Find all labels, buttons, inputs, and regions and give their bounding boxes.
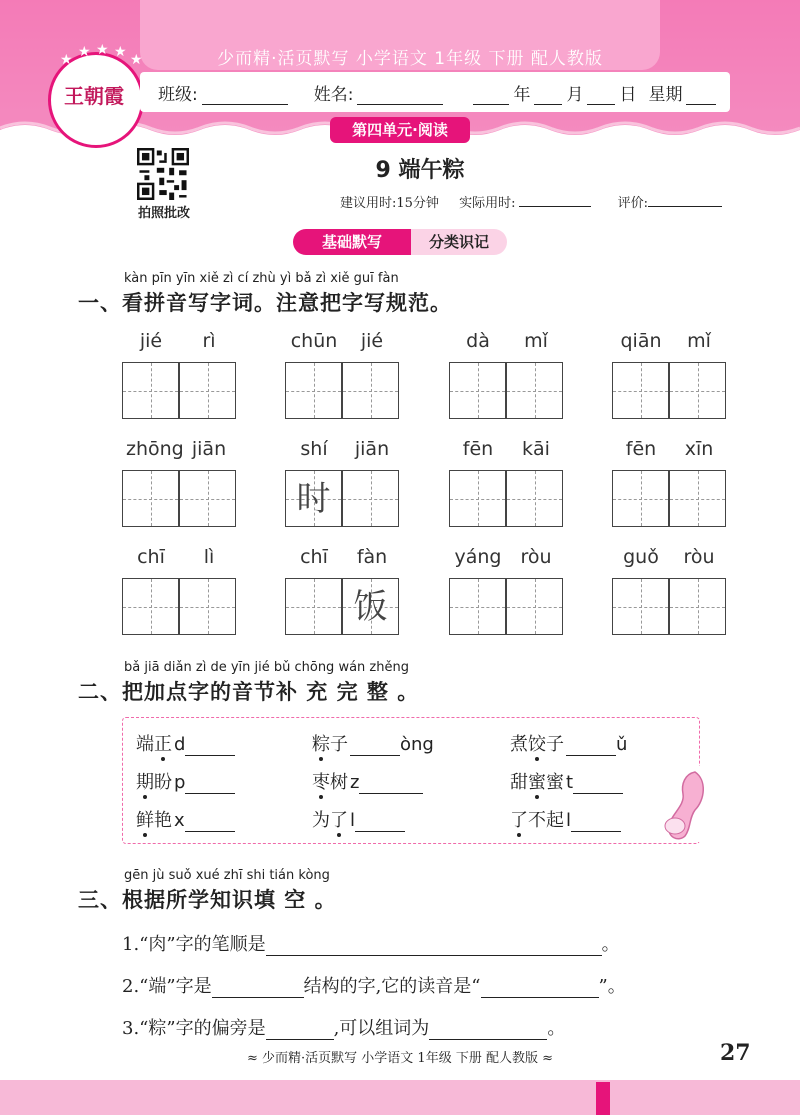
day-field[interactable]: [587, 86, 615, 105]
word-pinyin-2: fàn: [356, 546, 388, 568]
syllable-hint: t: [566, 772, 574, 793]
unit-badge: 第四单元·阅读: [330, 117, 470, 143]
footer-text: ≈ 少而精·活页默写 小学语文 1年级 下册 配人教版 ≈: [247, 1051, 553, 1066]
writing-box-char: [180, 471, 235, 526]
writing-box[interactable]: [612, 578, 669, 635]
month-field[interactable]: [534, 86, 562, 105]
dotted-char: 了: [330, 810, 348, 831]
dotted-char: 期: [136, 772, 154, 793]
word-pinyin-2: rì: [202, 330, 216, 352]
word-pinyin-2: ròu: [520, 546, 552, 568]
syllable-field[interactable]: [185, 737, 235, 756]
q3-line-2: [122, 972, 626, 998]
word-suffix: 子: [330, 734, 348, 755]
writing-box-char: 时: [296, 479, 331, 519]
syllable-hint: x: [174, 810, 185, 831]
word-pinyin-2: jié: [360, 330, 384, 352]
word-pinyin-1: qiān: [620, 330, 662, 352]
q1-heading: 一、看拼音写字词。注意把字写规范。: [78, 291, 452, 315]
suggested-time: 建议用时:15分钟: [340, 196, 439, 211]
weekday-field[interactable]: [686, 86, 716, 105]
structure-field[interactable]: [212, 977, 304, 998]
syllable-hint: d: [174, 734, 186, 755]
q2-item: [510, 730, 627, 756]
q3-line-3-text: 3.“粽”字的偏旁是: [122, 1018, 266, 1039]
writing-box[interactable]: [506, 470, 563, 527]
q2-item: [510, 768, 623, 794]
writing-box-char: [286, 579, 341, 634]
writing-box[interactable]: [669, 470, 726, 527]
writing-box[interactable]: [449, 362, 506, 419]
tag-primary: 基础默写: [293, 229, 411, 255]
writing-box-char: [180, 579, 235, 634]
weekday-label: 星期: [648, 84, 683, 105]
writing-box-char: [670, 363, 725, 418]
year-field[interactable]: [473, 86, 509, 105]
writing-box-char: [286, 363, 341, 418]
name-label: 姓名:: [313, 84, 354, 105]
writing-box-char: [450, 471, 505, 526]
writing-box[interactable]: [449, 470, 506, 527]
timing-row: [340, 192, 740, 211]
word-suffix: 盼: [154, 772, 172, 793]
q2-pinyin: bǎ jiā diǎn zì de yīn jié bǔ chōng wán zhěng: [124, 660, 409, 675]
writing-box-char: [670, 579, 725, 634]
stroke-order-field[interactable]: [266, 935, 602, 956]
word-field[interactable]: [429, 1019, 547, 1040]
writing-box-char: 饭: [353, 587, 388, 627]
writing-box-char: [180, 363, 235, 418]
class-label: 班级:: [158, 84, 198, 105]
actual-time-label: 实际用时:: [459, 196, 516, 211]
writing-box-char: [450, 363, 505, 418]
q2-item: [312, 806, 405, 832]
dotted-char: 粽: [312, 734, 330, 755]
word-pinyin-1: fēn: [625, 438, 657, 460]
writing-box-char: [123, 471, 178, 526]
rating-label: 评价:: [617, 196, 648, 211]
qr-label: 拍照批改: [137, 206, 190, 221]
word-suffix: 蜜: [546, 772, 564, 793]
writing-box[interactable]: [285, 470, 342, 527]
day-label: 日: [619, 84, 637, 105]
lesson-title: 9 端午粽: [375, 158, 465, 183]
actual-time-field[interactable]: [519, 192, 591, 207]
word-pinyin-1: shí: [300, 438, 328, 460]
word-pinyin-1: chūn: [290, 330, 338, 352]
q3-line-3: [122, 1014, 565, 1040]
dotted-char: 鲜: [136, 810, 154, 831]
rating-field[interactable]: [648, 192, 722, 207]
q3-line-3-end: 。: [547, 1018, 566, 1039]
q3-pinyin: gēn jù suǒ xué zhī shi tián kòng: [124, 868, 330, 883]
word-pinyin-2: kāi: [522, 438, 550, 460]
word-suffix: 不起: [528, 810, 564, 831]
writing-box[interactable]: [342, 362, 399, 419]
word-prefix: 为: [312, 810, 330, 831]
q2-item: [136, 730, 235, 756]
word-pinyin-2: jiān: [354, 438, 390, 460]
word-pinyin-1: chī: [300, 546, 328, 568]
qr-code-icon[interactable]: [137, 148, 189, 200]
word-pinyin-1: jié: [139, 330, 163, 352]
syllable-field[interactable]: [566, 737, 616, 756]
word-pinyin-2: jiān: [191, 438, 227, 460]
word-pinyin-2: mǐ: [687, 330, 711, 352]
q2-item: [312, 768, 423, 794]
q2-item: [510, 806, 621, 832]
syllable-hint: p: [174, 772, 186, 793]
star-icon: ★: [114, 44, 127, 60]
word-prefix: 甜: [510, 772, 528, 793]
syllable-field[interactable]: [355, 813, 405, 832]
q3-line-1: [122, 930, 620, 956]
writing-box[interactable]: [506, 578, 563, 635]
q2-heading: 二、把加点字的音节补 充 完 整 。: [78, 680, 420, 704]
dotted-char: 枣: [312, 772, 330, 793]
writing-box[interactable]: [122, 578, 179, 635]
dotted-char: 正: [154, 734, 172, 755]
month-label: 月: [566, 84, 584, 105]
word-pinyin-2: xīn: [684, 438, 714, 460]
writing-box[interactable]: [449, 578, 506, 635]
syllable-hint: l: [566, 810, 572, 831]
writing-box-char: [613, 471, 668, 526]
q3-line-2-mid: 结构的字,它的读音是“: [303, 976, 481, 997]
syllable-tail: ǔ: [616, 734, 628, 755]
syllable-field[interactable]: [185, 813, 235, 832]
syllable-hint: l: [350, 810, 356, 831]
tag-secondary: 分类识记: [411, 229, 507, 255]
writing-box[interactable]: [122, 470, 179, 527]
writing-box[interactable]: [506, 362, 563, 419]
word-pinyin-1: guǒ: [623, 546, 659, 568]
writing-box-char: [613, 363, 668, 418]
dotted-char: 蜜: [528, 772, 546, 793]
q3-line-3-mid: ,可以组词为: [333, 1018, 430, 1039]
star-icon: ★: [130, 52, 143, 68]
writing-box-char: [450, 579, 505, 634]
name-field[interactable]: [357, 86, 443, 105]
q1-pinyin: kàn pīn yīn xiě zì cí zhù yì bǎ zì xiě guī fàn: [124, 271, 399, 286]
word-pinyin-2: lì: [203, 546, 215, 568]
writing-box[interactable]: [342, 470, 399, 527]
writing-box[interactable]: [612, 362, 669, 419]
writing-box[interactable]: [179, 470, 236, 527]
word-suffix: 子: [546, 734, 564, 755]
syllable-field[interactable]: [571, 813, 621, 832]
syllable-field[interactable]: [185, 775, 235, 794]
writing-box[interactable]: [285, 362, 342, 419]
syllable-field[interactable]: [350, 737, 400, 756]
star-icon: ★: [78, 44, 91, 60]
writing-box-char: [613, 579, 668, 634]
word-suffix: 艳: [154, 810, 172, 831]
writing-box[interactable]: [122, 362, 179, 419]
word-prefix: 端: [136, 734, 154, 755]
footer-bar: [0, 1080, 800, 1115]
writing-box[interactable]: [179, 362, 236, 419]
footer-bar-accent: [596, 1082, 610, 1115]
dotted-char: 了: [510, 810, 528, 831]
q3-heading: 三、根据所学知识填 空 。: [78, 888, 337, 912]
syllable-tail: òng: [400, 734, 434, 755]
page-number: 27: [720, 1040, 751, 1066]
writing-box[interactable]: [612, 470, 669, 527]
word-suffix: 树: [330, 772, 348, 793]
word-pinyin-1: chī: [137, 546, 165, 568]
section-tag: [293, 229, 507, 255]
writing-box-char: [343, 471, 398, 526]
radical-field[interactable]: [266, 1019, 334, 1040]
writing-box-char: [507, 471, 562, 526]
word-pinyin-2: mǐ: [524, 330, 548, 352]
q2-item: [136, 768, 235, 794]
series-title: 少而精·活页默写 小学语文 1年级 下册 配人教版: [217, 49, 603, 69]
star-icon: ★: [96, 42, 109, 58]
writing-box-char: [507, 363, 562, 418]
word-pinyin-1: fēn: [462, 438, 494, 460]
writing-box-char: [123, 363, 178, 418]
star-icon: ★: [60, 52, 73, 68]
writing-box-char: [343, 363, 398, 418]
writing-box[interactable]: [669, 362, 726, 419]
writing-box-char: [123, 579, 178, 634]
mascot-illustration: [655, 766, 715, 842]
reading-field[interactable]: [481, 977, 599, 998]
q2-item: [312, 730, 434, 756]
logo-text: 王朝霞: [64, 84, 124, 108]
word-prefix: 煮: [510, 734, 528, 755]
writing-box[interactable]: [669, 578, 726, 635]
writing-box-char: [670, 471, 725, 526]
q2-item: [136, 806, 235, 832]
class-field[interactable]: [202, 86, 288, 105]
year-label: 年: [513, 84, 531, 105]
word-pinyin-2: ròu: [683, 546, 715, 568]
syllable-field[interactable]: [359, 775, 423, 794]
word-pinyin-1: zhōng: [126, 438, 184, 460]
q3-line-1-end: 。: [601, 934, 620, 955]
student-info-bar: [140, 72, 730, 112]
q3-line-2-end: ”。: [598, 976, 626, 997]
syllable-field[interactable]: [573, 775, 623, 794]
word-pinyin-1: yáng: [454, 546, 502, 568]
q3-line-1-text: 1.“肉”字的笔顺是: [122, 934, 266, 955]
q3-line-2-text: 2.“端”字是: [122, 976, 212, 997]
writing-box[interactable]: [285, 578, 342, 635]
writing-box[interactable]: [342, 578, 399, 635]
word-pinyin-1: dà: [466, 330, 490, 352]
dotted-char: 饺: [528, 734, 546, 755]
syllable-hint: z: [350, 772, 360, 793]
writing-box[interactable]: [179, 578, 236, 635]
writing-box-char: [507, 579, 562, 634]
